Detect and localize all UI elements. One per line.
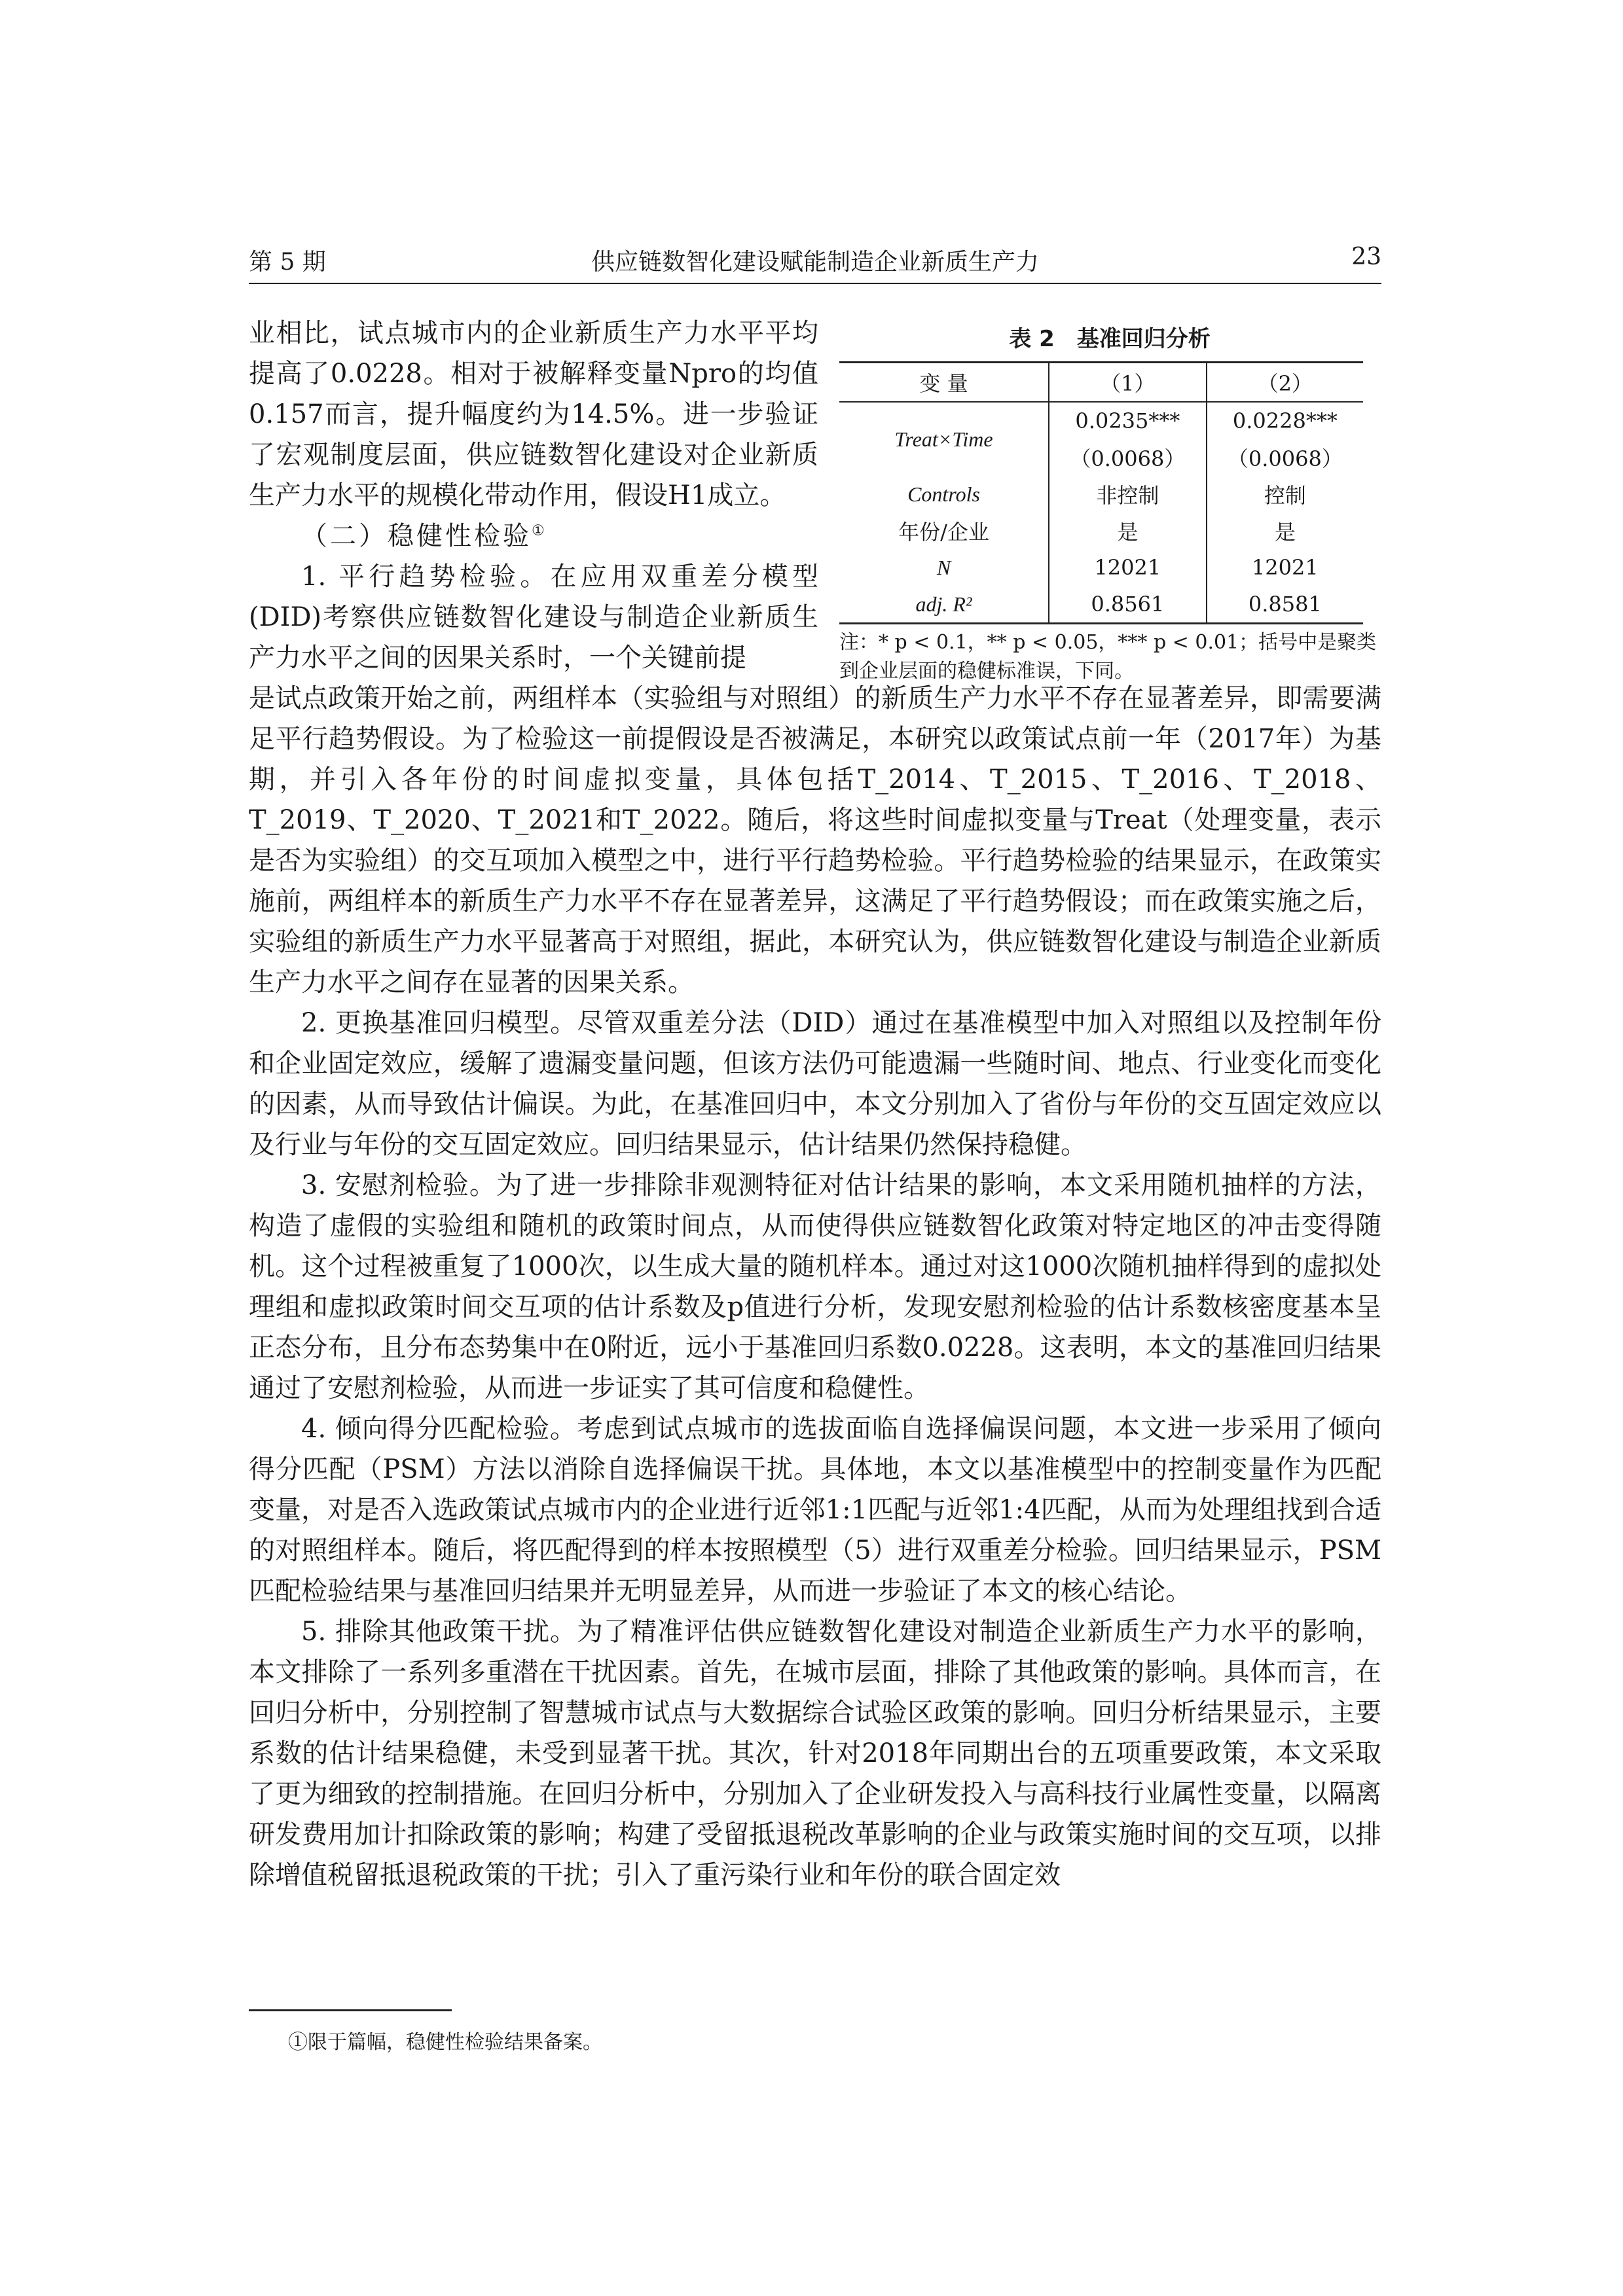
table-row — [839, 402, 1363, 439]
table-title: 表 2 基准回归分析 — [1009, 326, 1211, 352]
table-cell: 0.8561 — [1049, 586, 1207, 624]
left-column — [249, 313, 818, 678]
section-heading — [249, 516, 818, 556]
table-cell: 是 — [1049, 512, 1207, 549]
variable-name: N — [936, 556, 951, 579]
table-cell: （0.0068） — [1049, 439, 1207, 476]
regression-table — [839, 361, 1363, 624]
page-number: 23 — [1351, 243, 1381, 270]
table-header-cell: （2） — [1207, 363, 1363, 403]
footnote: ①限于篇幅，稳健性检验结果备案。 — [288, 2031, 602, 2054]
table-cell: 0.8581 — [1207, 586, 1363, 624]
table-row — [839, 476, 1363, 512]
table-cell: 12021 — [1207, 549, 1363, 586]
footnote-marker: ① — [532, 522, 547, 539]
table-cell: 12021 — [1049, 549, 1207, 586]
table — [839, 361, 1363, 624]
paragraph: 3. 安慰剂检验。为了进一步排除非观测特征对估计结果的影响，本文采用随机抽样的方法，构造了虚假的实验组和随机的政策时间点，从而使得供应链数智化政策对特定地区的冲击变得随机。这个过程被重复了1000次，以生成大量的随机样本。通过对这1000次随机抽样得到的虚拟处理组和虚拟政策时间交互项的估计系数及p值进行分析，发现安慰剂检验的估计系数核密度基本呈正态分布，且分布态势集中在0附近，远小于基准回归系数0.0228。这表明，本文的基准回归结果通过了安慰剂检验，从而进一步证实了其可信度和稳健性。 — [249, 1170, 1381, 1403]
table-cell: （0.0068） — [1207, 439, 1363, 476]
footnote-divider — [249, 2009, 452, 2011]
table-cell: 年份/企业 — [898, 520, 989, 545]
table-note: 注：* p < 0.1，** p < 0.05，*** p < 0.01；括号中是聚类到企业层面的稳健标准误，下同。 — [839, 631, 1377, 683]
running-header — [249, 243, 1381, 284]
table-row — [839, 586, 1363, 624]
issue-label: 第 5 期 — [249, 249, 326, 276]
variable-name: adj. R² — [915, 592, 972, 616]
paragraph: 4. 倾向得分匹配检验。考虑到试点城市的选拔面临自选择偏误问题，本文进一步采用了倾向得分匹配（PSM）方法以消除自选择偏误干扰。具体地，本文以基准模型中的控制变量作为匹配变量，对是否入选政策试点城市内的企业进行近邻1:1匹配与近邻1:4匹配，从而为处理组找到合适的对照组样本。随后，将匹配得到的样本按照模型（5）进行双重差分检验。回归结果显示，PSM匹配检验结果与基准回归结果并无明显差异，从而进一步验证了本文的核心结论。 — [249, 1414, 1381, 1606]
paragraph: 2. 更换基准回归模型。尽管双重差分法（DID）通过在基准模型中加入对照组以及控制年份和企业固定效应，缓解了遗漏变量问题，但该方法仍可能遗漏一些随时间、地点、行业变化而变化的因素，从而导致估计偏误。为此，在基准回归中，本文分别加入了省份与年份的交互固定效应以及行业与年份的交互固定效应。回归结果显示，估计结果仍然保持稳健。 — [249, 1008, 1381, 1160]
table-header-row — [839, 363, 1363, 403]
table-row — [839, 512, 1363, 549]
paragraph: 5. 排除其他政策干扰。为了精准评估供应链数智化建设对制造企业新质生产力水平的影响，本文排除了一系列多重潜在干扰因素。首先，在城市层面，排除了其他政策的影响。具体而言，在回归分析中，分别控制了智慧城市试点与大数据综合试验区政策的影响。回归分析结果显示，主要系数的估计结果稳健，未受到显著干扰。其次，针对2018年同期出台的五项重要政策，本文采取了更为细致的控制措施。在回归分析中，分别加入了企业研发投入与高科技行业属性变量，以隔离研发费用加计扣除政策的影响；构建了受留抵退税改革影响的企业与政策实施时间的交互项，以排除增值税留抵退税政策的干扰；引入了重污染行业和年份的联合固定效 — [249, 1617, 1381, 1890]
running-title: 供应链数智化建设赋能制造企业新质生产力 — [591, 249, 1039, 276]
table-cell — [839, 549, 1049, 586]
table-row — [839, 549, 1363, 586]
paragraph: 1. 平行趋势检验。在应用双重差分模型(DID)考察供应链数智化建设与制造企业新质生产力水平之间的因果关系时，一个关键前提 — [249, 562, 818, 673]
variable-name: Controls — [907, 482, 980, 506]
table-header-cell: 变 量 — [839, 363, 1049, 403]
table-cell — [839, 402, 1049, 476]
variable-name: Treat×Time — [894, 427, 993, 451]
paragraph: 业相比，试点城市内的企业新质生产力水平平均提高了0.0228。相对于被解释变量Npro的均值0.157而言，提升幅度约为14.5%。进一步验证了宏观制度层面，供应链数智化建设对企业新质生产力水平的规模化带动作用，假设H1成立。 — [249, 318, 818, 511]
table-header-cell: （1） — [1049, 363, 1207, 403]
table-cell: 非控制 — [1049, 476, 1207, 512]
table-cell: 0.0235*** — [1049, 402, 1207, 439]
section-heading-text: （二）稳健性检验 — [301, 521, 532, 551]
table-cell — [839, 476, 1049, 512]
table-cell: 是 — [1207, 512, 1363, 549]
main-text — [249, 678, 1381, 1895]
paragraph: 是试点政策开始之前，两组样本（实验组与对照组）的新质生产力水平不存在显著差异，即需要满足平行趋势假设。为了检验这一前提假设是否被满足，本研究以政策试点前一年（2017年）为基期，并引入各年份的时间虚拟变量，具体包括T_2014、T_2015、T_2016、T_2018、T_2019、T_2020、T_2021和T_2022。随后，将这些时间虚拟变量与Treat（处理变量，表示是否为实验组）的交互项加入模型之中，进行平行趋势检验。平行趋势检验的结果显示，在政策实施前，两组样本的新质生产力水平不存在显著差异，这满足了平行趋势假设；而在政策实施之后，实验组的新质生产力水平显著高于对照组，据此，本研究认为，供应链数智化建设与制造企业新质生产力水平之间存在显著的因果关系。 — [249, 683, 1381, 997]
table-cell: 0.0228*** — [1207, 402, 1363, 439]
table-cell — [839, 586, 1049, 624]
table-cell: 控制 — [1207, 476, 1363, 512]
